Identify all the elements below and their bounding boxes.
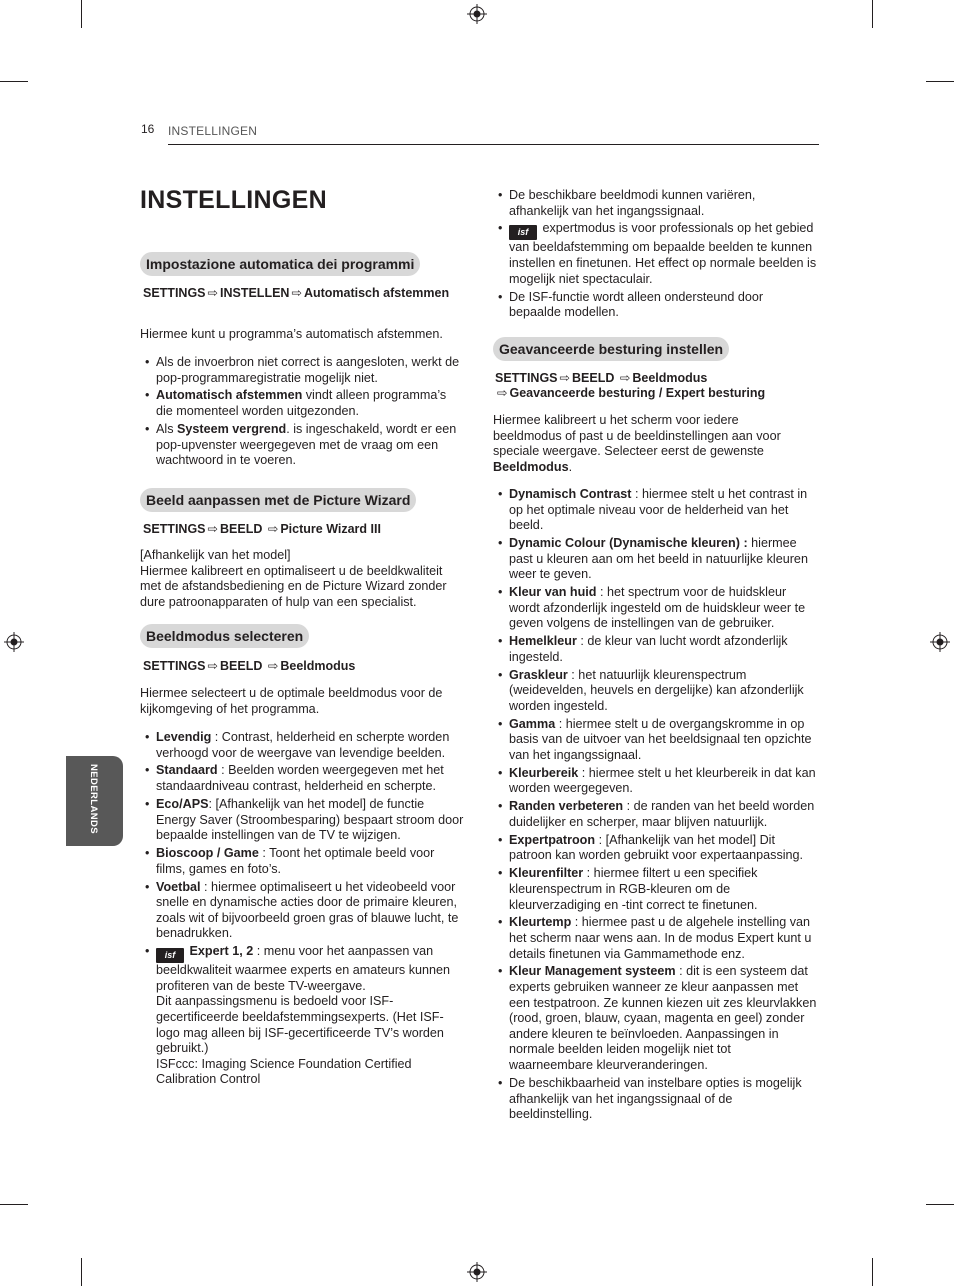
arrow-right-icon: ⇨: [619, 371, 631, 385]
list-item: • Voetbal : hiermee optimaliseert u het videobeeld voor snelle en dynamische acties door de primaire kleuren, zoals wit of bijvoorbeeld groen gras of blauwe lucht, te benadrukken.: [140, 880, 465, 942]
path-step: BEELD: [220, 522, 263, 536]
bullet-list: [140, 730, 465, 1090]
crop-mark: [872, 1258, 873, 1286]
section-heading: Beeld aanpassen met de Picture Wizard: [140, 488, 416, 512]
list-item: • Kleur Management systeem : dit is een systeem dat experts gebruiken wanneer ze kleur aanpassen met een testpatroon. Ze kunnen kiezen uit zes kleurvlakken (rood, groen, blauw, cyaan, magenta en geel) zonder andere kleuren te beïnvloeden. Aanpassingen in normale beelden leiden mogelijk niet tot waarneembare kleurveranderingen.: [493, 964, 818, 1073]
list-item: • isf Expert 1, 2 : menu voor het aanpassen van beeldkwaliteit waarmee experts en amateurs kunnen profiteren van de beste TV-weergave. Dit aanpassingsmenu is bedoeld voor ISF-gecertificeerde beeldafstemmingsexperts. (Het ISF-logo mag alleen bij ISF-gecertificeerde TV’s worden gebruikt.) ISFccc: Imaging Science Foundation Certified Calibration Control: [140, 944, 465, 1088]
list-item: • Gamma : hiermee stelt u de overgangskromme in op basis van de uitvoer van het beeldsignaal ten opzichte van het ingangssignaal.: [493, 717, 818, 764]
header-rule: [168, 144, 819, 145]
crop-mark: [926, 81, 954, 82]
menu-path: [143, 659, 463, 674]
isf-logo-icon: isf: [156, 948, 184, 963]
path-step: Geavanceerde besturing / Expert besturing: [509, 386, 766, 400]
section-heading: Geavanceerde besturing instellen: [493, 337, 729, 361]
arrow-right-icon: ⇨: [559, 371, 570, 385]
menu-path: [143, 522, 463, 537]
path-step: Automatisch afstemmen: [303, 286, 450, 300]
crop-mark: [872, 0, 873, 28]
list-item: • Eco/APS: [Afhankelijk van het model] de functie Energy Saver (Stroombesparing) bespaart stroom door bepaalde instellingen van de TV te wijzigen.: [140, 797, 465, 844]
path-step: SETTINGS: [495, 371, 558, 385]
list-item: • Kleur van huid : het spectrum voor de huidskleur wordt afzonderlijk ingesteld om de huidskleur weer te geven volgens de instellingen van de gebruiker.: [493, 585, 818, 632]
list-item: • Als de invoerbron niet correct is aangesloten, werkt de pop-programmaregistratie mogelijk niet.: [140, 355, 465, 386]
language-side-tab: [66, 756, 123, 846]
path-step: Beeldmodus: [632, 371, 708, 385]
path-step: INSTELLEN: [220, 286, 290, 300]
list-item: • Levendig : Contrast, helderheid en scherpte worden verhoogd voor de weergave van levendige beelden.: [140, 730, 465, 761]
path-step: Picture Wizard III: [280, 522, 381, 536]
list-item: • Automatisch afstemmen vindt alleen programma’s die momenteel worden uitgezonden.: [140, 388, 465, 419]
intro-text: Hiermee kunt u programma’s automatisch afstemmen.: [140, 327, 443, 341]
crop-mark: [0, 81, 28, 82]
path-step: SETTINGS: [143, 522, 206, 536]
running-header: INSTELLINGEN: [168, 124, 258, 138]
bullet-list: [140, 355, 465, 471]
body-text: [Afhankelijk van het model] Hiermee kalibreert en optimaliseert u de beeldkwaliteit met de afstandsbediening en de Picture Wizard zonder dure patroonapparaten of hulp van een specialist.: [140, 548, 447, 609]
menu-path: [495, 371, 815, 401]
arrow-right-icon: ⇨: [291, 286, 302, 300]
bullet-list: [493, 487, 818, 1125]
list-item: • Kleurbereik : hiermee stelt u het kleurbereik in dat kan worden weergegeven.: [493, 766, 818, 797]
section-heading: Beeldmodus selecteren: [140, 624, 309, 648]
page-number: 16: [141, 122, 155, 136]
list-item: • De ISF-functie wordt alleen ondersteund door bepaalde modellen.: [493, 290, 818, 321]
arrow-right-icon: ⇨: [267, 522, 279, 536]
crop-mark: [81, 0, 82, 28]
registration-mark-icon: [467, 4, 487, 24]
list-item: • Kleurenfilter : hiermee filtert u een specifiek kleurenspectrum in RGB-kleuren om de kleurverzadiging en -tint correct te finetunen.: [493, 866, 818, 913]
page-title: INSTELLINGEN: [140, 186, 327, 214]
arrow-right-icon: ⇨: [267, 659, 279, 673]
registration-mark-icon: [4, 632, 24, 652]
crop-mark: [0, 1204, 28, 1205]
isf-logo-icon: isf: [509, 225, 537, 240]
path-step: SETTINGS: [143, 286, 206, 300]
list-item: • Expertpatroon : [Afhankelijk van het model] Dit patroon kan worden gebruikt voor expertaanpassing.: [493, 833, 818, 864]
section-heading: Impostazione automatica dei programmi: [140, 252, 420, 276]
path-step: BEELD: [572, 371, 615, 385]
intro-text: Hiermee selecteert u de optimale beeldmodus voor de kijkomgeving of het programma.: [140, 686, 443, 716]
menu-path: [143, 286, 463, 301]
intro-text: Hiermee kalibreert u het scherm voor iedere beeldmodus of past u de beeldinstellingen aan voor speciale weergave. Selecteer eerst de gewenste Beeldmodus.: [493, 413, 781, 474]
list-item: • Dynamisch Contrast : hiermee stelt u het contrast in op het optimale niveau voor de helderheid van het beeld.: [493, 487, 818, 534]
registration-mark-icon: [930, 632, 950, 652]
list-item: • Bioscoop / Game : Toont het optimale beeld voor films, games en foto’s.: [140, 846, 465, 877]
bullet-list: [493, 188, 818, 323]
registration-mark-icon: [467, 1262, 487, 1282]
list-item: • Randen verbeteren : de randen van het beeld worden duidelijker en scherper, maar blijven natuurlijk.: [493, 799, 818, 830]
list-item: • Standaard : Beelden worden weergegeven met het standaardniveau contrast, helderheid en scherpte.: [140, 763, 465, 794]
list-item: • De beschikbare beeldmodi kunnen variëren, afhankelijk van het ingangssignaal.: [493, 188, 818, 219]
path-step: Beeldmodus: [280, 659, 356, 673]
list-item: • Kleurtemp : hiermee past u de algehele instelling van het scherm naar wens aan. In de modus Expert kunt u details finetunen via Gammamethode enz.: [493, 915, 818, 962]
path-step: BEELD: [220, 659, 263, 673]
path-step: SETTINGS: [143, 659, 206, 673]
crop-mark: [81, 1258, 82, 1286]
arrow-right-icon: ⇨: [207, 522, 218, 536]
language-label: NEDERLANDS: [88, 764, 99, 834]
list-item: • isf expertmodus is voor professionals op het gebied van beeldafstemming om bepaalde beelden te kunnen instellen en finetunen. Het effect op normale beelden is mogelijk niet spectaculair.: [493, 221, 818, 287]
arrow-right-icon: ⇨: [207, 659, 218, 673]
list-item: • Graskleur : het natuurlijk kleurenspectrum (weidevelden, heuvels en dergelijke) kan afzonderlijk worden ingesteld.: [493, 668, 818, 715]
list-item: • Dynamic Colour (Dynamische kleuren) : hiermee past u kleuren aan om het beeld in natuurlijke kleuren weer te geven.: [493, 536, 818, 583]
list-item: • Hemelkleur : de kleur van lucht wordt afzonderlijk ingesteld.: [493, 634, 818, 665]
list-item: • Als Systeem vergrend. is ingeschakeld, wordt er een pop-upvenster weergegeven met de vraag om een wachtwoord in te voeren.: [140, 422, 465, 469]
crop-mark: [926, 1204, 954, 1205]
list-item: • De beschikbaarheid van instelbare opties is mogelijk afhankelijk van het ingangssignaal of de beeldinstelling.: [493, 1076, 818, 1123]
arrow-right-icon: ⇨: [497, 386, 508, 400]
arrow-right-icon: ⇨: [207, 286, 218, 300]
